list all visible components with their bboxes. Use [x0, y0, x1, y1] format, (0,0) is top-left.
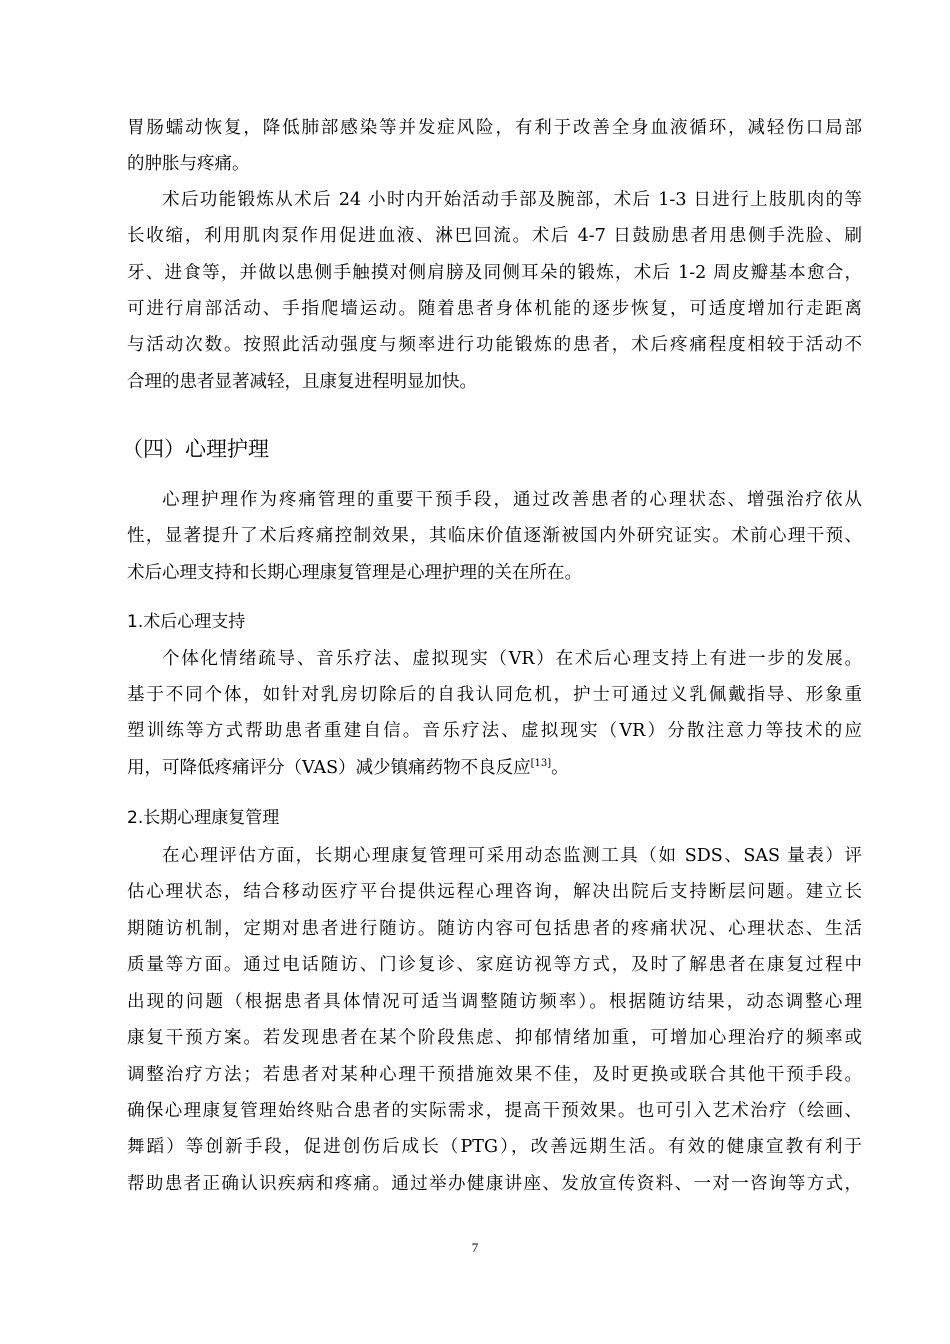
paragraph-line: 塑训练等方式帮助患者重建自信。音乐疗法、虚拟现实（VR）分散注意力等技术的应	[127, 721, 862, 741]
paragraph-line: 舞蹈）等创新手段，促进创伤后成长（PTG），改善远期生活。有效的健康宣教有利于	[127, 1137, 862, 1157]
paragraph-line: 在心理评估方面，长期心理康复管理可采用动态监测工具（如 SDS、SAS 量表）评	[162, 846, 862, 866]
paragraph-line: 确保心理康复管理始终贴合患者的实际需求，提高干预效果。也可引入艺术治疗（绘画、	[127, 1101, 862, 1121]
paragraph-line: 基于不同个体，如针对乳房切除后的自我认同危机，护士可通过义乳佩戴指导、形象重	[127, 685, 862, 705]
paragraph-line: 术后功能锻炼从术后 24 小时内开始活动手部及腕部，术后 1-3 日进行上肢肌肉的等	[162, 190, 862, 210]
paragraph-line: 合理的患者显著减轻，且康复进程明显加快。	[127, 372, 477, 392]
page-number: 7	[471, 1240, 479, 1255]
paragraph-line: 帮助患者正确认识疾病和疼痛。通过举办健康讲座、发放宣传资料、一对一咨询等方式，	[127, 1174, 862, 1194]
paragraph-line: 长收缩，利用肌肉泵作用促进血液、淋巴回流。术后 4-7 日鼓励患者用患侧手洗脸、刷	[127, 226, 862, 246]
paragraph-line: 出现的问题（根据患者具体情况可适当调整随访频率）。根据随访结果，动态调整心理	[127, 992, 862, 1012]
paragraph-line: 与活动次数。按照此活动强度与频率进行功能锻炼的患者，术后疼痛程度相较于活动不	[127, 335, 862, 355]
paragraph-line: 心理护理作为疼痛管理的重要干预手段，通过改善患者的心理状态、增强治疗依从	[162, 490, 862, 510]
paragraph-line: 性，显著提升了术后疼痛控制效果，其临床价值逐渐被国内外研究证实。术前心理干预、	[127, 526, 862, 546]
paragraph-line: 康复干预方案。若发现患者在某个阶段焦虑、抑郁情绪加重，可增加心理治疗的频率或	[127, 1028, 862, 1048]
paragraph-line: 胃肠蠕动恢复，降低肺部感染等并发症风险，有利于改善全身血液循环，减轻伤口局部	[127, 118, 862, 138]
paragraph-line: 质量等方面。通过电话随访、门诊复诊、家庭访视等方式，及时了解患者在康复过程中	[127, 955, 862, 975]
paragraph-line: 牙、进食等，并做以患侧手触摸对侧肩膀及同侧耳朵的锻炼，术后 1-2 周皮瓣基本愈合，	[127, 263, 862, 283]
subsection-heading: 1.术后心理支持	[127, 612, 246, 632]
paragraph-line: 期随访机制，定期对患者进行随访。随访内容可包括患者的疼痛状况、心理状态、生活	[127, 919, 862, 939]
section-heading: （四）心理护理	[122, 437, 269, 461]
paragraph-line: 个体化情绪疏导、音乐疗法、虚拟现实（VR）在术后心理支持上有进一步的发展。	[162, 649, 862, 669]
paragraph-line	[127, 757, 862, 779]
paragraph-text-end: 。	[551, 758, 569, 778]
paragraph-line: 调整治疗方法；若患者对某种心理干预措施效果不佳，及时更换或联合其他干预手段。	[127, 1065, 862, 1085]
paragraph-line: 的肿胀与疼痛。	[127, 154, 250, 174]
paragraph-line: 可进行肩部活动、手指爬墙运动。随着患者身体机能的逐步恢复，可适度增加行走距离	[127, 299, 862, 319]
paragraph-line: 估心理状态，结合移动医疗平台提供远程心理咨询，解决出院后支持断层问题。建立长	[127, 882, 862, 902]
subsection-heading: 2.长期心理康复管理	[127, 808, 280, 828]
paragraph-text: 用，可降低疼痛评分（VAS）减少镇痛药物不良反应	[127, 758, 531, 778]
citation-ref[interactable]: [13]	[530, 758, 552, 769]
paragraph-line: 术后心理支持和长期心理康复管理是心理护理的关在所在。	[127, 563, 582, 583]
